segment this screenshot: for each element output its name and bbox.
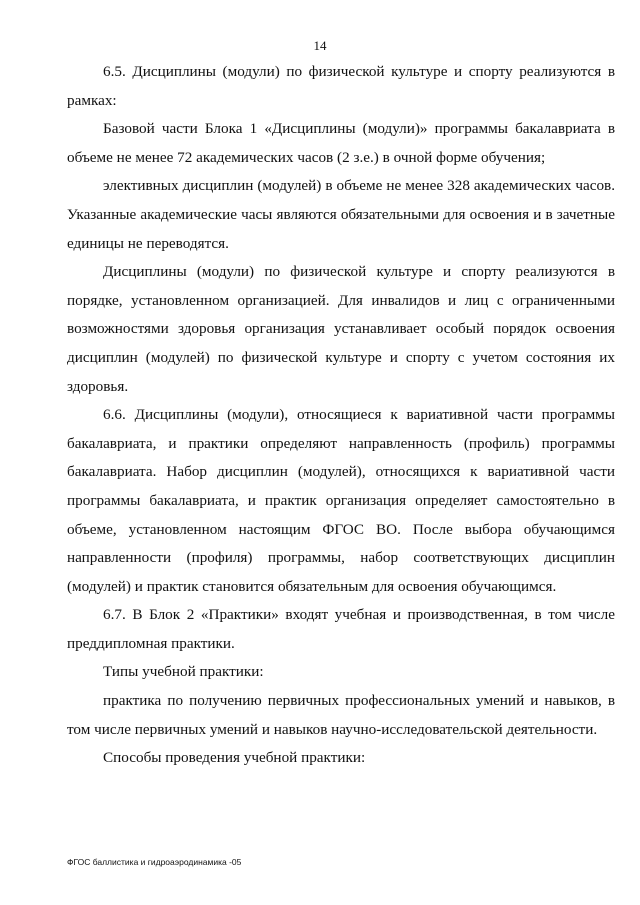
paragraph-6-5: 6.5. Дисциплины (модули) по физической культуре и спорту реализуются в рамках: xyxy=(67,63,615,109)
paragraph-basic-part: Базовой части Блока 1 «Дисциплины (модули)» программы бакалавриата в объеме не менее 72 академических часов (2 з.е.) в очной форме обучения; xyxy=(67,120,615,166)
paragraph-practice-methods: Способы проведения учебной практики: xyxy=(103,749,366,767)
paragraph-pe-order: Дисциплины (модули) по физической культуре и спорту реализуются в порядке, установленном организацией. Для инвалидов и лиц с ограниченными возможностями здоровья организация устанавливает особый порядок освоения дисциплин (модулей) по физической культуре и спорту с учетом состояния их здоровья. xyxy=(67,263,615,395)
page-footer: ФГОС баллистика и гидроаэродинамика -05 xyxy=(67,857,242,867)
paragraph-6-7: 6.7. В Блок 2 «Практики» входят учебная и производственная, в том числе преддипломная практики. xyxy=(67,606,615,652)
page-number: 14 xyxy=(313,38,327,53)
paragraph-practice-types: Типы учебной практики: xyxy=(103,663,264,681)
document-body xyxy=(67,58,615,773)
paragraph-6-6: 6.6. Дисциплины (модули), относящиеся к вариативной части программы бакалавриата, и практики определяют направленность (профиль) программы бакалавриата. Набор дисциплин (модулей), относящихся к вариативной части программы бакалавриата, и практик организация определяет самостоятельно в объеме, установленном настоящим ФГОС ВО. После выбора обучающимся направленности (профиля) программы, набор соответствующих дисциплин (модулей) и практик становится обязательным для освоения обучающимся. xyxy=(67,406,615,595)
paragraph-elective: элективных дисциплин (модулей) в объеме не менее 328 академических часов. Указанные академические часы являются обязательными для освоения и в зачетные единицы не переводятся. xyxy=(67,177,615,252)
paragraph-practice-primary: практика по получению первичных профессиональных умений и навыков, в том числе первичных умений и навыков научно-исследовательской деятельности. xyxy=(67,692,615,738)
